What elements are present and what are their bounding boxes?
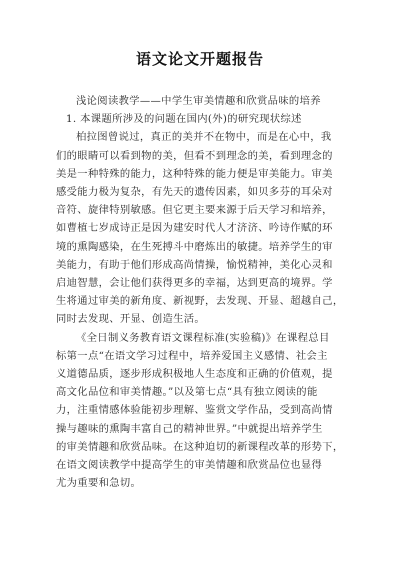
paragraph-line: 境的熏陶感染，在生死搏斗中磨炼出的敏捷。培养学生的审 — [56, 240, 333, 253]
paragraph-line: 感受能力极为复杂，有先天的遗传因素，如贝多芬的耳朵对 — [56, 186, 333, 199]
paragraph-line: 在语文阅读教学中提高学生的审美情趣和欣赏品位也显得 — [56, 459, 323, 472]
document-title: 语文论文开题报告 — [135, 50, 264, 68]
paragraph-line: 操与趣味的熏陶丰富自己的精神世界。”中就提出培养学生 — [56, 422, 323, 435]
paragraph-line: 柏拉图曾说过，真正的美并不在物中，而是在心中，我 — [76, 131, 332, 144]
paragraph-line: 义道德品质，逐步形成积极地人生态度和正确的价值观，提 — [56, 368, 333, 381]
section-heading: 1. 本课题所涉及的问题在国内(外)的研究现状综述 — [66, 113, 302, 126]
subtitle-line: 浅论阅读教学——中学生审美情趣和欣赏品味的培养 — [76, 95, 321, 107]
paragraph-line: 如曹植七岁成诗正是因为建安时代人才济济、吟诗作赋的环 — [56, 222, 333, 235]
paragraph-line: 们的眼睛可以看到物的美，但看不到理念的美，看到理念的 — [56, 149, 333, 162]
document-body — [56, 92, 348, 492]
paragraph-line: 力，注重情感体验能初步理解、鉴赏文学作品，受到高尚情 — [56, 404, 333, 417]
paragraph-line: 《全日制义务教育语文课程标准(实验稿)》在课程总目 — [76, 331, 330, 344]
paragraph-line: 启迪智慧，会让他们获得更多的幸福，达到更高的境界。学 — [56, 277, 333, 290]
paragraph-line: 的审美情趣和欣赏品味。在这种迫切的新课程改革的形势下， — [56, 440, 344, 453]
paragraph-line: 音符、旋律特别敏感。但它更主要来源于后天学习和培养， — [56, 204, 333, 217]
paragraph-line: 同时去发现、开显、创造生活。 — [56, 313, 206, 326]
paragraph-line: 美能力，有助于他们形成高尚情操，愉悦精神，美化心灵和 — [56, 258, 333, 271]
paragraph-line: 美是一种特殊的能力，这种特殊的能力便是审美能力。审美 — [56, 167, 333, 180]
paragraph-line: 标第一点“在语文学习过程中，培养爱国主义感情、社会主 — [56, 349, 328, 362]
paragraph-line: 尤为重要和急切。 — [56, 477, 142, 490]
paragraph-line: 高文化品位和审美情趣。”以及第七点“具有独立阅读的能 — [56, 386, 318, 399]
paragraph-line: 生将通过审美的新角度、新视野，去发现、开显、超越自己， — [56, 295, 344, 308]
